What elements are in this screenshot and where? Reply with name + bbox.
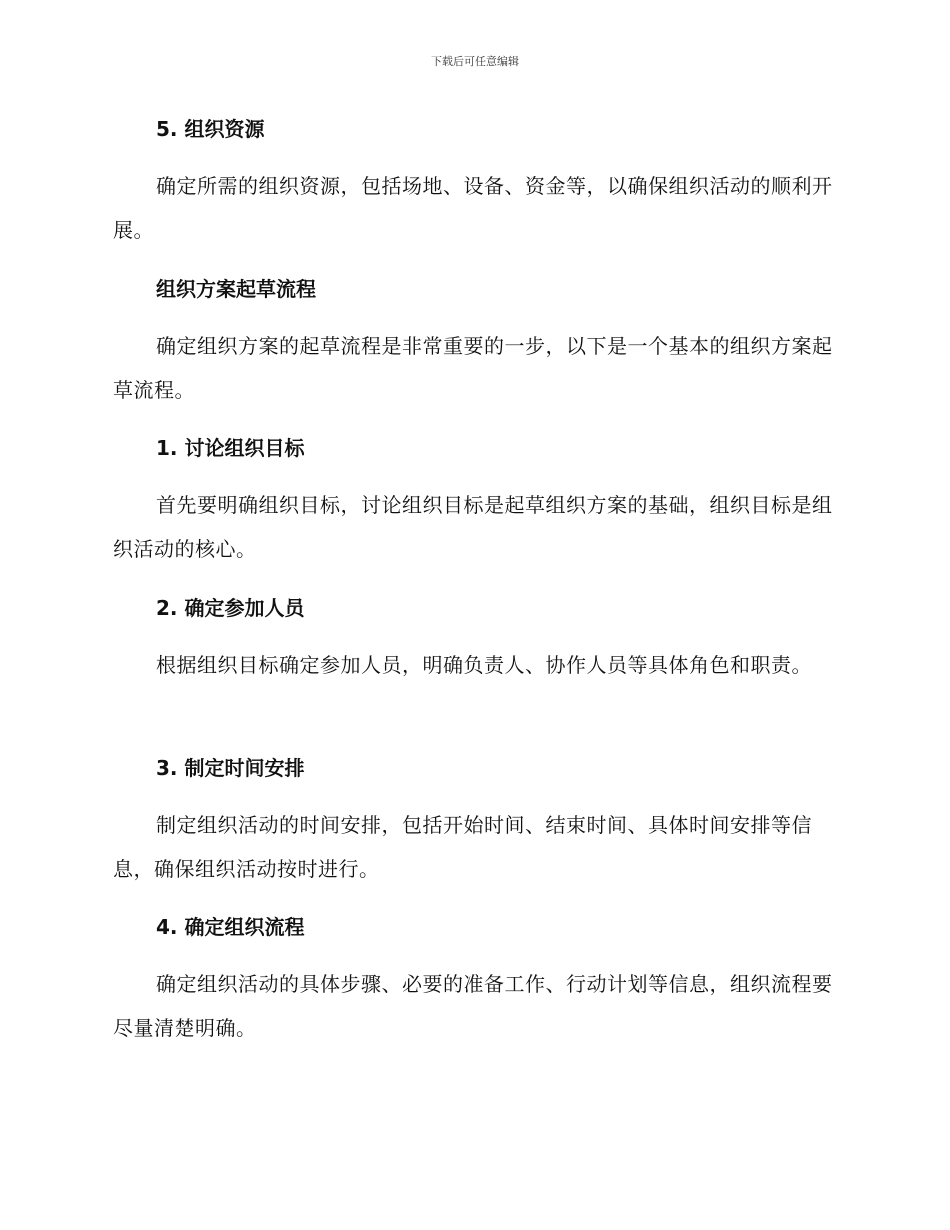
section-heading-participants: 2. 确定参加人员 [156, 596, 305, 620]
section-heading-drafting-process: 组织方案起草流程 [156, 277, 316, 301]
section-heading-org-flow: 4. 确定组织流程 [156, 915, 305, 939]
section-paragraph-discuss-goals: 首先要明确组织目标，讨论组织目标是起草组织方案的基础，组织目标是组织活动的核心。 [113, 493, 833, 561]
section-paragraph-drafting-process: 确定组织方案的起草流程是非常重要的一步，以下是一个基本的组织方案起草流程。 [113, 334, 833, 402]
section-heading-org-resources: 5. 组织资源 [156, 117, 265, 141]
section-paragraph-schedule: 制定组织活动的时间安排，包括开始时间、结束时间、具体时间安排等信息，确保组织活动按时进行。 [113, 813, 812, 881]
section-paragraph-org-resources: 确定所需的组织资源，包括场地、设备、资金等，以确保组织活动的顺利开展。 [113, 174, 833, 242]
section-paragraph-org-flow: 确定组织活动的具体步骤、必要的准备工作、行动计划等信息，组织流程要尽量清楚明确。 [113, 972, 833, 1040]
page-header: 下载后可任意编辑 [431, 55, 519, 68]
section-heading-schedule: 3. 制定时间安排 [156, 756, 305, 780]
section-paragraph-participants: 根据组织目标确定参加人员，明确负责人、协作人员等具体角色和职责。 [156, 653, 812, 677]
section-heading-discuss-goals: 1. 讨论组织目标 [156, 436, 305, 460]
